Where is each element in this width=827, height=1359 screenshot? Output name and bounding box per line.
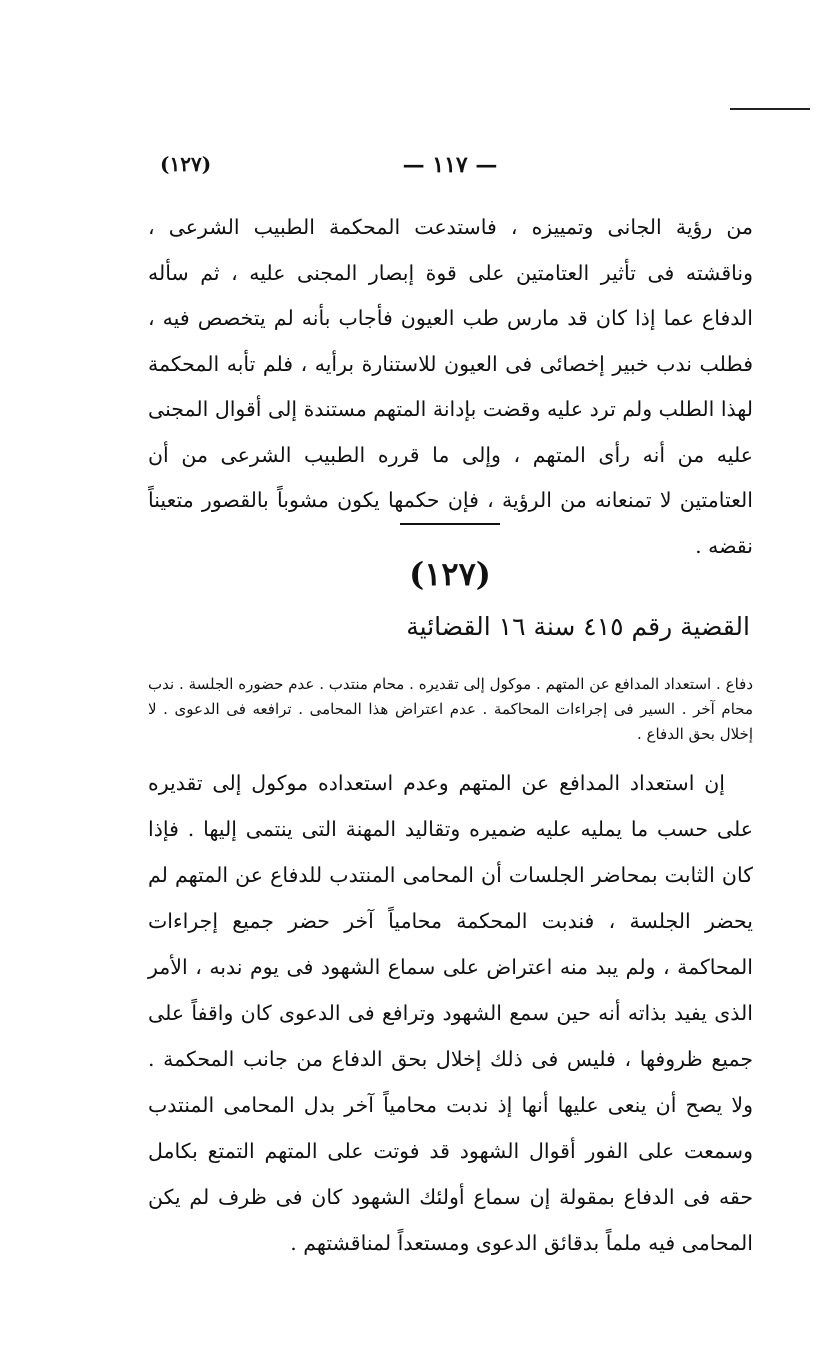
page-number: — ١١٧ — bbox=[402, 152, 498, 178]
case-number-heading: (١٢٧) bbox=[409, 555, 491, 593]
case-title: القضية رقم ٤١٥ سنة ١٦ القضائية bbox=[406, 612, 750, 641]
section-divider bbox=[400, 523, 500, 525]
previous-case-text: من رؤية الجانى وتمييزه ، فاستدعت المحكمة الطبيب الشرعى ، وناقشته فى تأثير العتامتين على قوة إبصار المجنى عليه ، ثم سأله الدفاع عما إذا كان قد مارس طب العيون فأجاب بأنه لم يتخصص فيه ، فطلب ندب خبير إخصائى فى العيون للاستنارة برأيه ، فلم تأبه المحكمة لهذا الطلب ولم ترد عليه وقضت بإدانة المتهم مستندة إلى أقوال المجنى عليه من أنه رأى المتهم ، وإلى ما قرره الطبيب الشرعى من أن العتامتين لا تمنعانه من الرؤية ، فإن حكمها يكون مشوباً بالقصور متعيناً نقضه . bbox=[148, 215, 753, 558]
ruling-paragraph: إن استعداد المدافع عن المتهم وعدم استعداده موكول إلى تقديره على حسب ما يمليه عليه ضميره وتقاليد المهنة التى ينتمى إليها . فإذا كان الثابت بمحاضر الجلسات أن المحامى المنتدب للدفاع عن المتهم لم يحضر الجلسة ، فندبت المحكمة محامياً آخر حضر جميع إجراءات المحاكمة ، ولم يبد منه اعتراض على سماع الشهود فى يوم ندبه ، الأمر الذى يفيد بذاته أنه حين سمع الشهود وترافع فى الدعوى كان واقفاً على جميع ظروفها ، فليس فى ذلك إخلال بحق الدفاع من جانب المحكمة . ولا يصح أن ينعى عليها أنها إذ ندبت محامياً آخر بدل المحامى المنتدب وسمعت على الفور أقوال الشهود قد فوتت على المتهم التمتع بكامل حقه فى الدفاع بمقولة إن سماع أولئك الشهود كان فى ظرف لم يكن المحامى فيه ملماً بدقائق الدعوى ومستعداً لمناقشتهم . bbox=[148, 771, 753, 1255]
top-edge-rule bbox=[730, 108, 810, 110]
case-keywords-summary: دفاع . استعداد المدافع عن المتهم . موكول إلى تقديره . محام منتدب . عدم حضوره الجلسة . ندب محام آخر . السير فى إجراءات المحاكمة . عدم اعتراض هذا المحامى . ترافعه فى الدعوى . لا إخلال بحق الدفاع . bbox=[148, 675, 753, 743]
case-ruling-body bbox=[148, 760, 753, 1266]
running-header-case-ref: (١٢٧) bbox=[160, 152, 212, 176]
